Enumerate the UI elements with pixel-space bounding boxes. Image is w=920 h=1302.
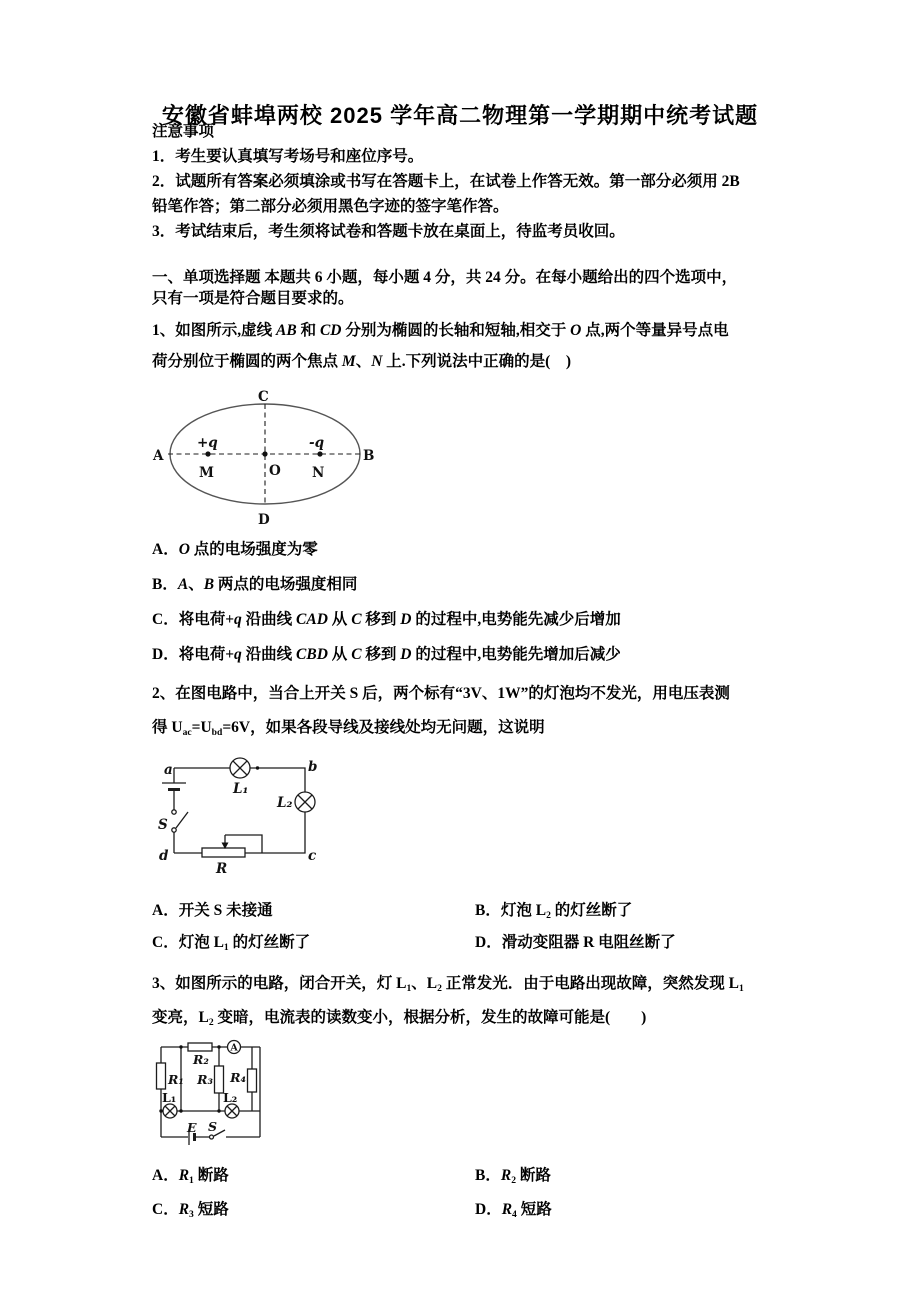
node-b-label: b [308,759,318,775]
q3-option-a: A．$R_1$ 断路 [152,1167,229,1187]
q3-stem-line-2: 变亮，$L_2$ 变暗，电流表的读数变小，根据分析，发生的故障可能是( ) [152,1009,647,1029]
point-N-dot [317,451,322,456]
node-a-label: a [164,762,173,778]
q2-stem-line-1: 2、在图电路中，当合上开关 S 后，两个标有“3V、1W”的灯泡均不发光，用电压表测 [152,685,730,702]
label-B: B [363,448,375,464]
notice-heading: 注意事项 [152,123,215,140]
q1-stem-line-2: 荷分别位于椭圆的两个焦点 M、N 上.下列说法中正确的是( ) [152,353,571,370]
rheostat-icon [202,835,262,857]
lamp-L2-icon [295,792,315,812]
q2-option-a: A．开关 S 未接通 [152,902,273,919]
q2-option-b: B．灯泡 $L_2$ 的灯丝断了 [475,902,633,922]
q2-option-c: C．灯泡 $L_1$ 的灯丝断了 [152,934,311,954]
label-C: C [258,389,269,405]
label-A: A [153,448,164,464]
lamp-L1-icon [163,1104,177,1118]
ammeter-icon [228,1041,241,1054]
q3-option-b: B．$R_2$ 断路 [475,1167,551,1187]
section-1-header-line-1: 一、单项选择题 本题共 6 小题，每小题 4 分，共 24 分。在每小题给出的四个选项中， [152,269,738,286]
notice-item-2-line-2: 铅笔作答；第二部分必须用黑色字迹的签字笔作答。 [152,198,509,215]
section-1-header-line-2: 只有一项是符合题目要求的。 [152,290,354,307]
q1-option-c: C．将电荷+q 沿曲线 CAD 从 C 移到 D 的过程中,电势能先减少后增加 [152,611,621,628]
label-N: N [312,465,325,481]
lamp-L1-label: L₁ [162,1090,177,1105]
charge-plus-q-label: +q [197,435,218,451]
battery-icon [162,783,186,790]
q2-stem-line-2: 得 $U_{ac}=U_{bd}=6V$，如果各段导线及接线处均无问题，这说明 [152,719,545,739]
notice-item-2-line-1: 2．试题所有答案必须填涂或书写在答题卡上，在试卷上作答无效。第一部分必须用 2B [152,173,740,190]
resistor-R4-label: R₄ [230,1070,246,1085]
node-d-label: d [159,848,169,864]
resistor-R2-icon [188,1043,212,1051]
resistor-R3-label: R₃ [197,1072,213,1087]
q1-option-b: B．A、B 两点的电场强度相同 [152,576,358,593]
resistor-R1-icon [157,1063,166,1089]
switch-label: S [208,1119,218,1134]
q2-circuit-figure [152,757,327,879]
resistor-R2-label: R₂ [193,1052,209,1067]
q1-ellipse-figure [148,388,378,528]
q3-option-c: C．$R_3$ 短路 [152,1201,229,1221]
q1-stem-line-1: 1、如图所示,虚线 AB 和 CD 分别为椭圆的长轴和短轴,相交于 O 点,两个等量异号点电 [152,322,729,339]
charge-minus-q-label: -q [309,435,325,451]
lamp-L2-label: L₂ [223,1090,238,1105]
lamp-L2-label: L₂ [277,795,293,811]
resistor-R3-icon [215,1066,224,1093]
label-O: O [269,463,281,479]
notice-item-1: 1．考生要认真填写考场号和座位序号。 [152,148,424,165]
lamp-L2-icon [225,1104,239,1118]
q3-circuit-figure [152,1038,277,1148]
q3-stem-line-1: 3、如图所示的电路，闭合开关，灯 $L_1$、$L_2$ 正常发光．由于电路出现故障，突然发现 $L_1$ [152,975,744,995]
resistor-R1-label: R₁ [168,1072,184,1087]
q1-option-a: A．O 点的电场强度为零 [152,541,318,558]
q3-option-d: D．$R_4$ 短路 [475,1201,552,1221]
resistor-R4-icon [248,1069,257,1092]
exam-title: 安徽省蚌埠两校 2025 学年高二物理第一学期期中统考试题 [161,102,759,128]
lamp-L1-icon [230,758,250,778]
switch-icon [172,810,188,832]
switch-label: S [158,817,168,833]
q2-option-d: D．滑动变阻器 R 电阻丝断了 [475,934,676,951]
label-M: M [199,465,214,481]
node-c-label: c [308,848,317,864]
label-D: D [258,512,270,528]
q1-option-d: D．将电荷+q 沿曲线 CBD 从 C 移到 D 的过程中,电势能先增加后减少 [152,646,621,663]
battery-label: E [187,1120,197,1135]
rheostat-label: R [216,861,228,877]
notice-item-3: 3．考试结束后，考生须将试卷和答题卡放在桌面上，待监考员收回。 [152,223,625,240]
lamp-L1-label: L₁ [233,781,249,797]
point-O-dot [262,451,267,456]
ammeter-label: A [230,1042,238,1054]
junction-dot [256,766,259,769]
point-M-dot [205,451,210,456]
